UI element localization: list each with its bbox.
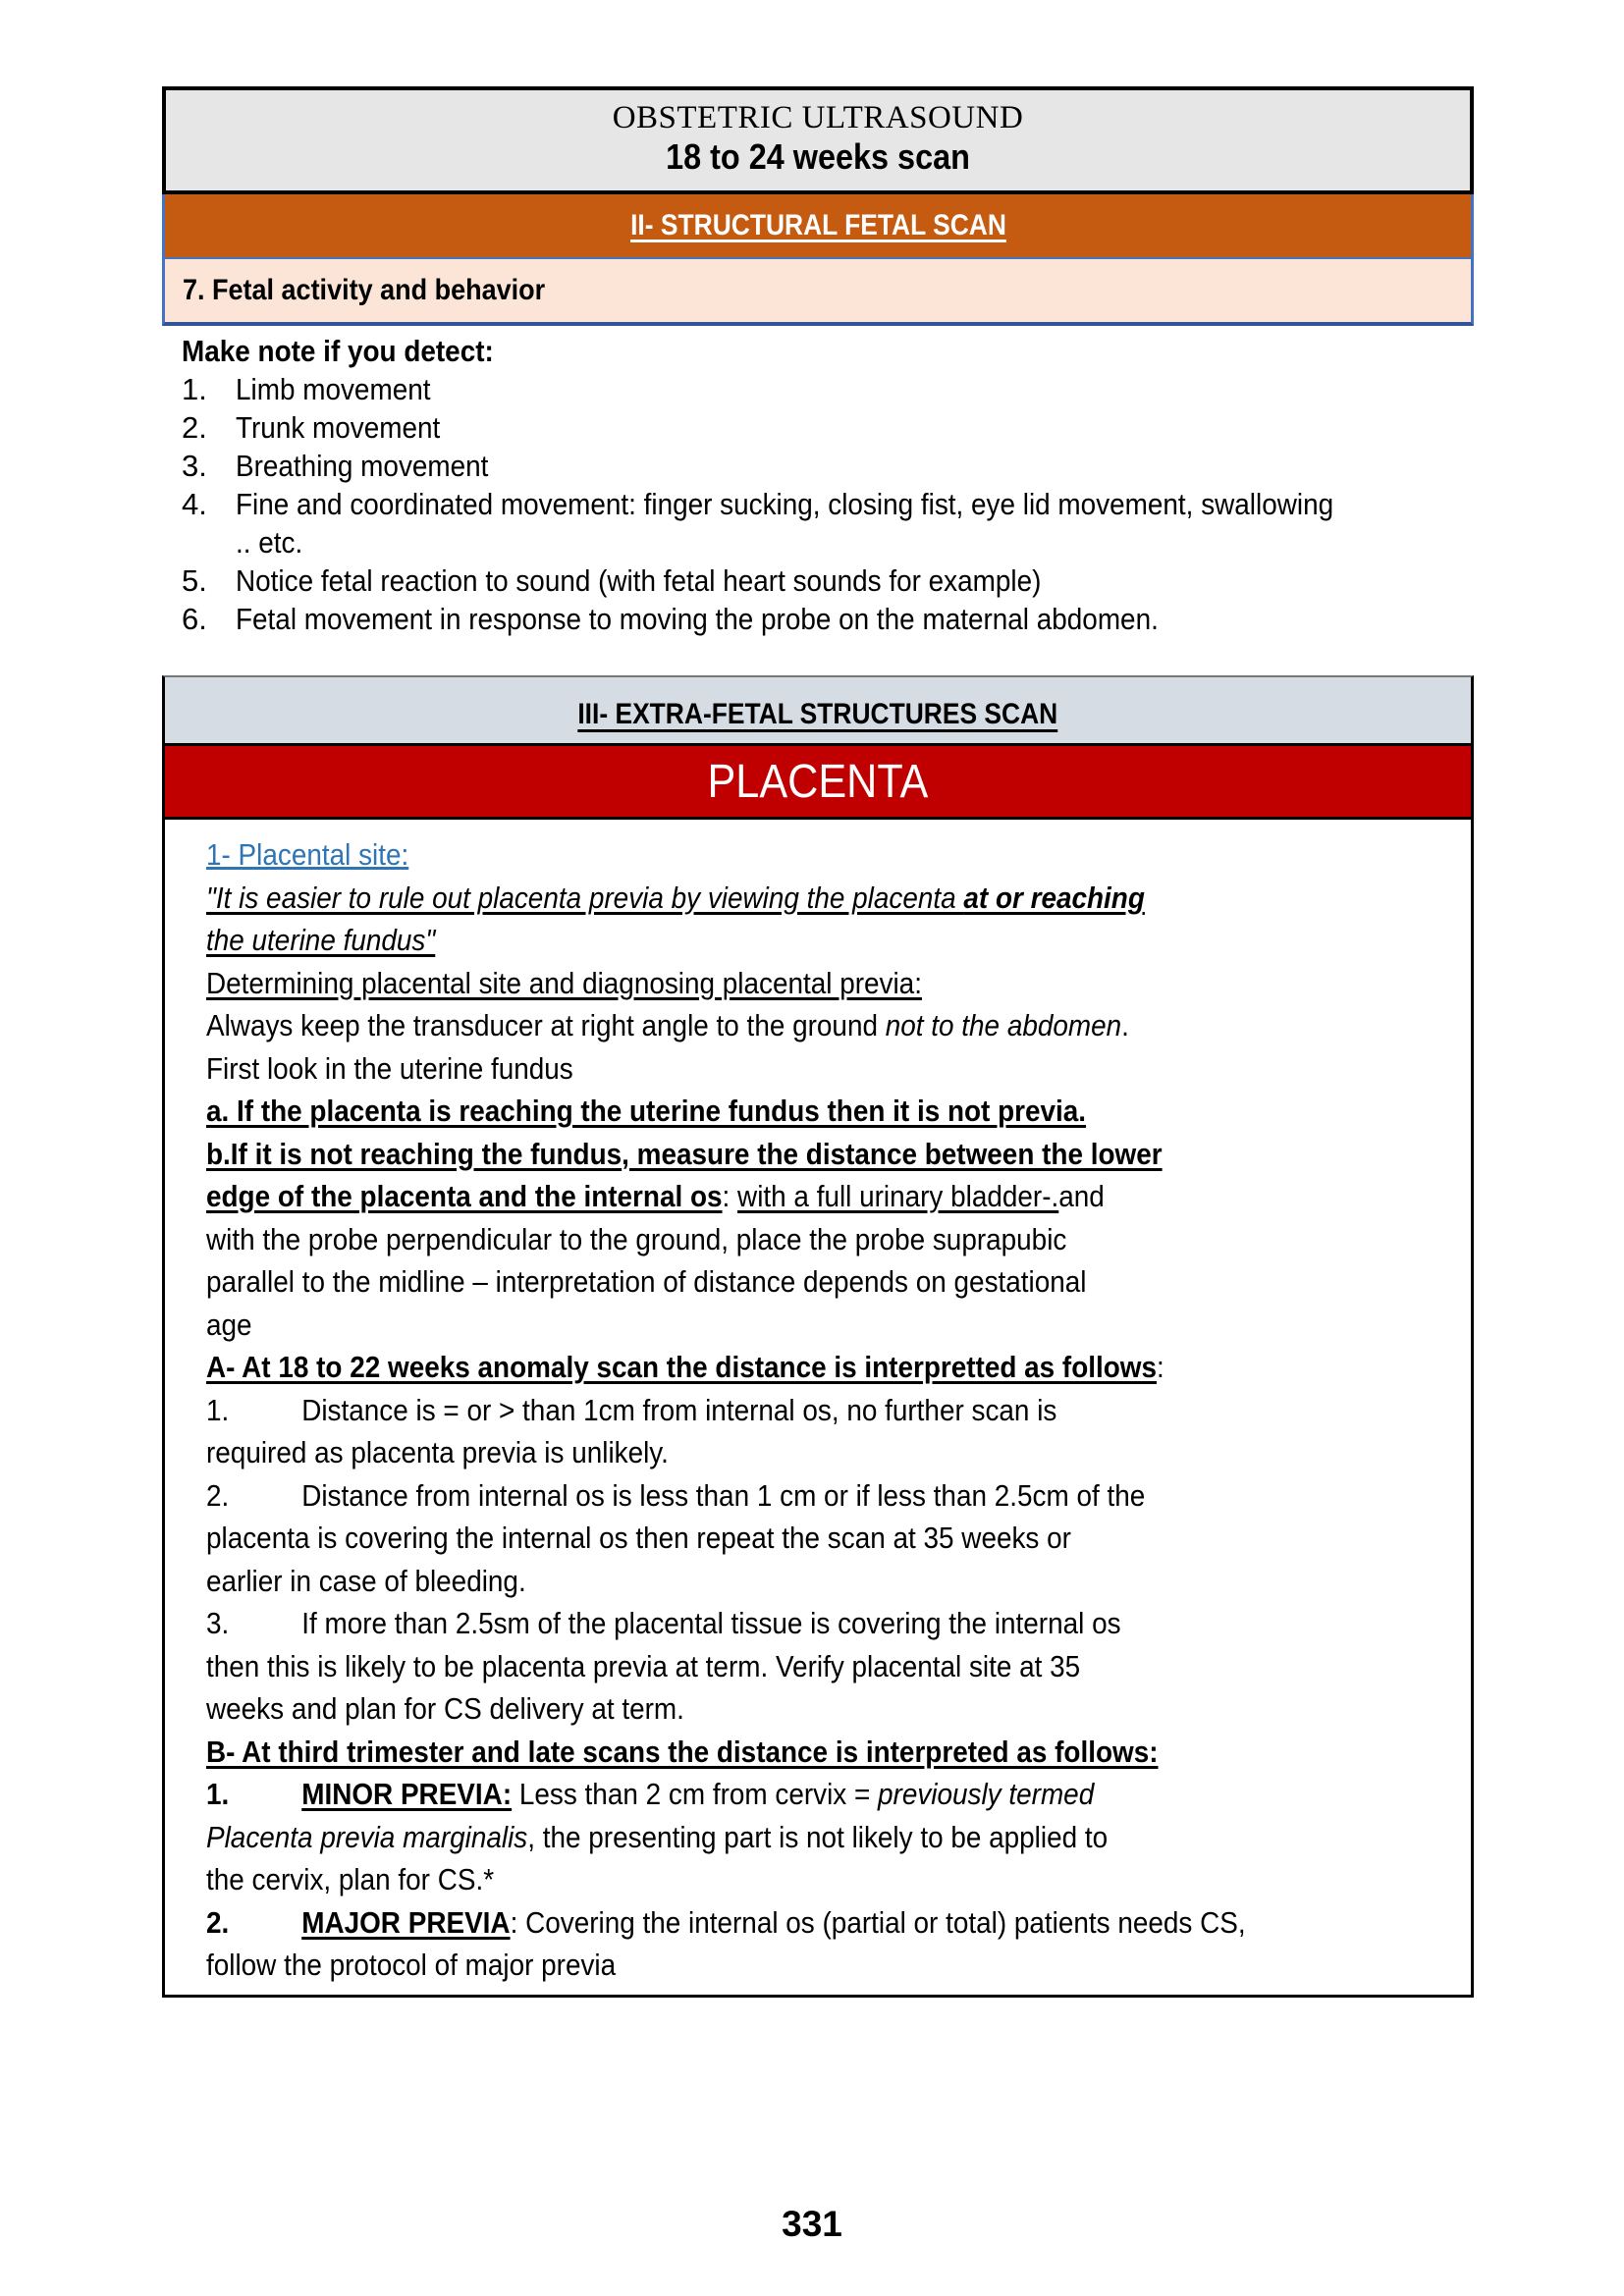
subsection-banner [162,257,1474,326]
doc-subtitle: 18 to 24 weeks scan [666,136,970,177]
extra-fetal-section [162,675,1474,1998]
a-item-3: 3. If more than 2.5sm of the placental tissue is covering the internal os [206,1606,1121,1640]
major-previa: 2. MAJOR PREVIA: Covering the internal os (partial or total) patients needs CS, [206,1904,1246,1940]
b-heading: B- At third trimester and late scans the distance is interpreted as follows: [206,1734,1159,1769]
a-item-1: 1. Distance is = or > than 1cm from internal os, no further scan is [206,1392,1057,1427]
first-look-text: First look in the uterine fundus [206,1050,573,1086]
doc-title: OBSTETRIC ULTRASOUND [612,100,1024,135]
list-item: 2. Trunk movement [182,410,441,445]
list-item: 1. Limb movement [182,372,431,406]
page-number: 331 [782,2204,842,2244]
notes-intro: Make note if you detect: [182,334,494,368]
quote-line-1: "It is easier to rule out placenta previa by viewing the placenta at or reaching [206,880,1145,915]
probe-line: age [206,1307,252,1342]
determining-heading: Determining placental site and diagnosing placental previa: [206,965,922,1000]
chapter-header [162,86,1474,326]
section-title: II- STRUCTURAL FETAL SCAN [629,209,1006,241]
a-item-2: 2. Distance from internal os is less than 1 cm or if less than 2.5cm of the [206,1477,1146,1513]
activity-notes [182,332,1458,638]
probe-line: with the probe perpendicular to the ground, place the probe suprapubic [206,1221,1067,1256]
section-banner [165,677,1471,746]
placenta-title: PLACENTA [707,756,929,808]
placenta-banner [165,746,1471,820]
quote-line-2: the uterine fundus" [206,923,436,957]
section-title: III- EXTRA-FETAL STRUCTURES SCAN [577,698,1058,730]
placenta-content: 1- Placental site: "It is easier to rule out placenta previa by viewing the placenta at or reaching the uterine fundus" Determining placental site and diagnosing placental previa: Always keep the transducer at right angle to the ground not to the abdomen. First look in the uterine fundus a. If the placenta is reaching the uterine fundus then it is not previa. b.If it is not reaching the fundus, measure the distance between the lower edge of the placenta and the internal os: with a full urinary bladder-.and with the probe perpendicular to the ground, place the probe suprapubic parallel to the midline – interpretation of distance depends on gestational age A- At 18 to 22 weeks anomaly scan the distance is interpretted as follows: 1. Distance is = or > than 1cm from internal os, no further scan is required as placenta previa is unlikely. 2. Distance from internal os is less than 1 cm or if less than 2.5cm of the placenta is covering the internal os then repeat the scan at 35 weeks or earlier in case of bleeding. 3. If more than 2.5sm of the placental tissue is covering the internal os then this is likely to be placenta previa at term. Verify placental site at 35 weeks and plan for CS delivery at term. B- At third trimester and late scans the distance is interpreted as follows: 1. MINOR PREVIA: Less than 2 cm from cervix = previously termed Placenta previa marginalis, the presenting part is not likely to be applied to the cervix, plan for CS.* 2. MAJOR PREVIA: Covering the internal os (partial or total) patients needs CS, follow the protocol of major previa [165,820,1443,1987]
point-b-line-1: b.If it is not reaching the fundus, measure the distance between the lower [206,1136,1163,1171]
list-item: 3. Breathing movement [182,449,489,483]
probe-line: parallel to the midline – interpretation of distance depends on gestational [206,1264,1087,1299]
minor-previa: 1. MINOR PREVIA: Less than 2 cm from cervix = previously termed [206,1777,1095,1811]
point-b-line-2: edge of the placenta and the internal os: with a full urinary bladder-.and [206,1179,1105,1213]
list-item: 5. Notice fetal reaction to sound (with fetal heart sounds for example) [182,563,1042,598]
placental-site-heading: 1- Placental site: [206,837,409,872]
a-heading: A- At 18 to 22 weeks anomaly scan the distance is interpretted as follows: [206,1350,1164,1384]
transducer-instruction: Always keep the transducer at right angle to the ground not to the abdomen. [206,1008,1129,1042]
activity-list [182,370,1458,638]
title-block [162,86,1474,194]
list-item: 6. Fetal movement in response to moving the probe on the maternal abdomen. [182,602,1159,636]
section-banner [162,194,1474,257]
point-a: a. If the placenta is reaching the uterine fundus then it is not previa. [206,1094,1087,1128]
subsection-title: 7. Fetal activity and behavior [183,274,546,306]
list-item: 4. Fine and coordinated movement: finger sucking, closing fist, eye lid movement, swallowing .. etc. [182,487,1334,560]
